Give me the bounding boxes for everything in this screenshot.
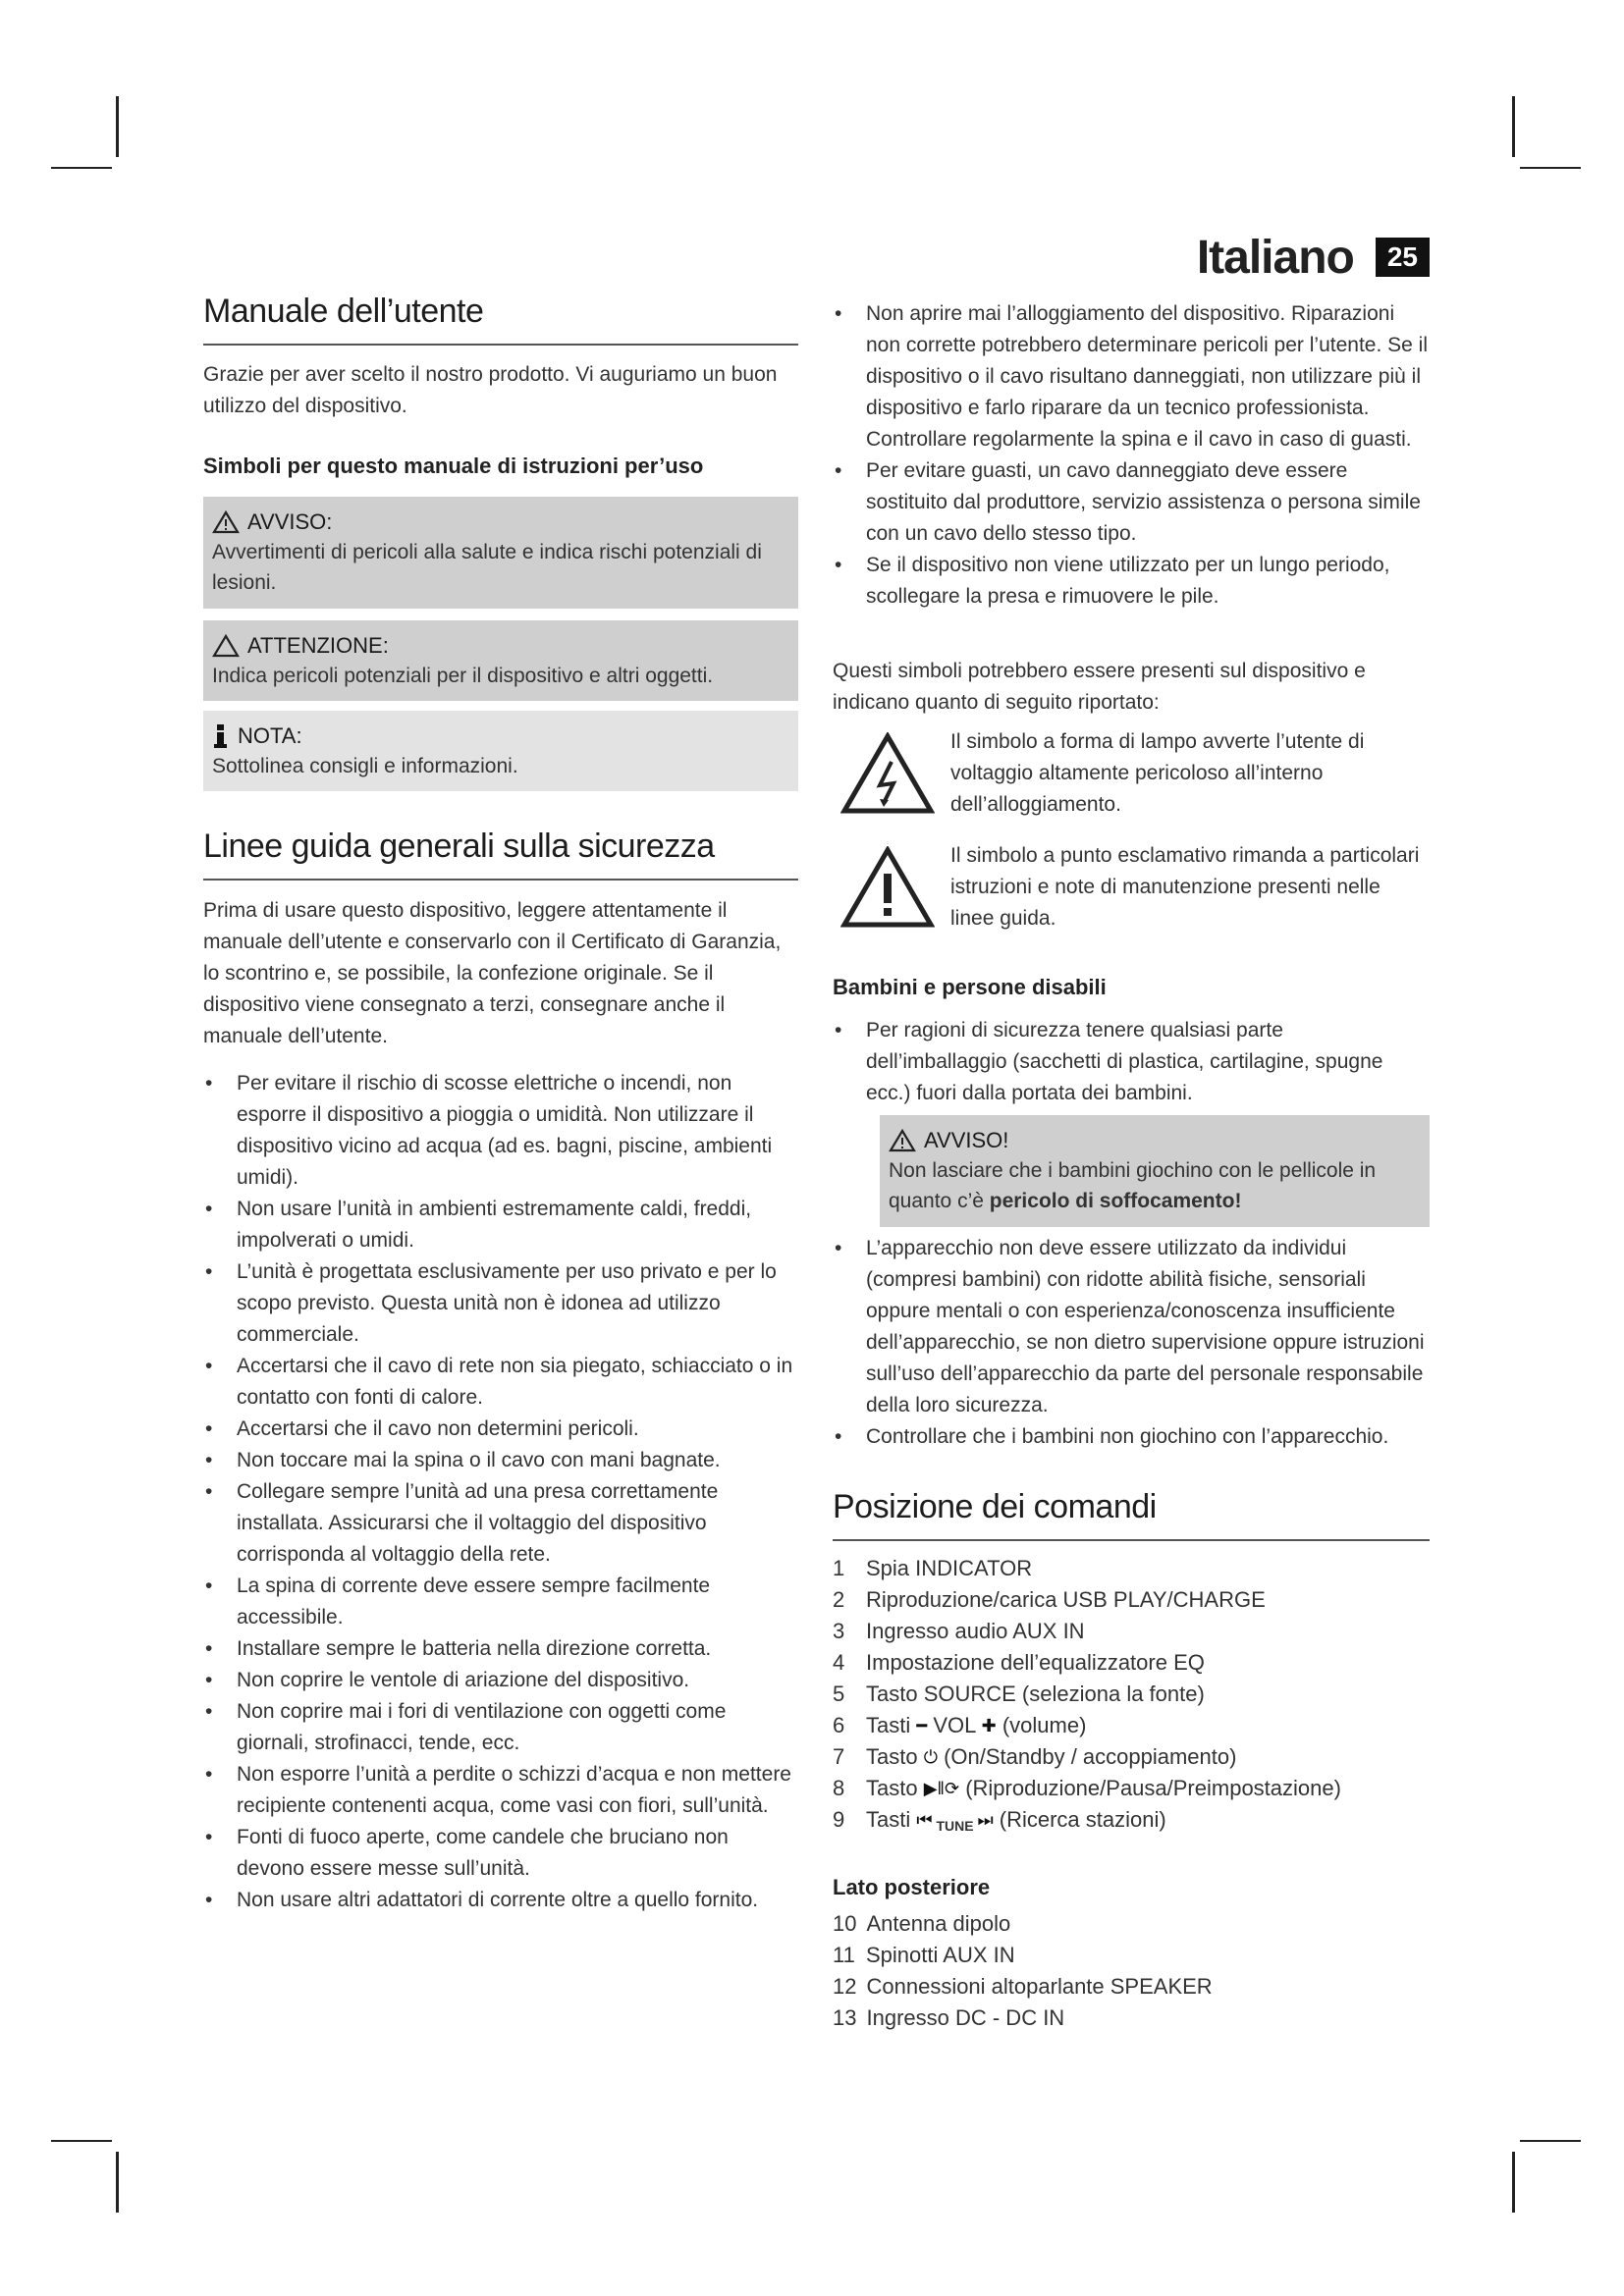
crop-mark [51,2140,112,2142]
controls-rule [833,1539,1430,1541]
caution-title: ATTENZIONE: [247,633,389,658]
list-item: • Non coprire le ventole di ariazione del dispositivo. [203,1665,798,1696]
crop-mark [116,96,119,157]
list-item: • L’unità è progettata esclusivamente per uso privato e per lo scopo previsto. Questa unità non è idonea ad utilizzo commerciale. [203,1256,798,1351]
caution-box [203,620,798,701]
safety-list [203,1068,798,1916]
list-item: • Non esporre l’unità a perdite o schizzi d’acqua e non mettere recipiente contenenti acqua, come vasi con fiori, sull’unità. [203,1759,798,1822]
list-item: • Se il dispositivo non viene utilizzato per un lungo periodo, scollegare la presa e rimuovere le pile. [833,550,1430,613]
list-item: 9 Tasti ⏮ TUNE ⏭ (Ricerca stazioni) [833,1804,1430,1842]
page-number: 25 [1376,238,1430,277]
list-item: • Accertarsi che il cavo di rete non sia piegato, schiacciato o in contatto con fonti di calore. [203,1351,798,1414]
rear-list [833,1908,1430,2034]
exclamation-symbol-row [833,840,1430,934]
children-warning-box [880,1115,1430,1227]
lightning-text: Il simbolo a forma di lampo avverte l’utente di voltaggio altamente pericoloso all’interno dell’alloggiamento. [950,730,1365,816]
plus-icon: ✚ [981,1716,997,1735]
list-item: 10 Antenna dipolo [833,1911,1011,1936]
language-label: Italiano [1196,231,1354,284]
list-item: • Non usare l’unità in ambienti estremamente caldi, freddi, impolverati o umidi. [203,1194,798,1256]
warning-triangle-icon [212,510,240,534]
children-warning-title: AVVISO! [924,1128,1009,1152]
list-item: • Non toccare mai la spina o il cavo con mani bagnate. [203,1445,798,1476]
crop-mark [116,2152,119,2213]
children-heading: Bambini e persone disabili [833,975,1107,999]
play-pause-icon: ▶ǁ [923,1779,945,1798]
crop-mark [51,167,112,169]
list-item: • Accertarsi che il cavo non determini pericoli. [203,1414,798,1445]
warning-triangle-icon [889,1129,916,1152]
list-item: • Installare sempre le batteria nella direzione corretta. [203,1633,798,1665]
manual-title: Manuale dell’utente [203,293,484,330]
warning-text: Avvertimenti di pericoli alla salute e indica rischi potenziali di lesioni. [212,541,762,594]
list-item: 12 Connessioni altoparlante SPEAKER [833,1974,1213,1999]
list-item: 2 Riproduzione/carica USB PLAY/CHARGE [833,1587,1266,1612]
list-item: • Per ragioni di sicurezza tenere qualsiasi parte dell’imballaggio (sacchetti di plastica, cartilagine, spugne ecc.) fuori dalla portata dei bambini. [833,1015,1430,1109]
preset-icon: ⟳ [944,1779,960,1798]
controls-title: Posizione dei comandi [833,1488,1157,1525]
warning-title: AVVISO: [247,509,333,534]
list-item: 13 Ingresso DC - DC IN [833,2005,1065,2030]
list-item: • L’apparecchio non deve essere utilizzato da individui (compresi bambini) con ridotte abilità fisiche, sensoriali oppure mentali o con esperienza/conoscenza insufficiente dell’apparecchio, se non dietro supervisione oppure istruzioni sull’uso dell’apparecchio da parte del personale responsabile della loro sicurezza. [833,1233,1430,1421]
list-item: 3 Ingresso audio AUX IN [833,1619,1085,1643]
list-item: • Controllare che i bambini non giochino con l’apparecchio. [833,1421,1430,1453]
list-item: 5 Tasto SOURCE (seleziona la fonte) [833,1682,1205,1706]
list-item: 11 Spinotti AUX IN [833,1943,1015,1967]
minus-icon: ━ [916,1716,928,1735]
list-item: 6 Tasti ━ VOL ✚ (volume) [833,1710,1430,1741]
list-item: 1 Spia INDICATOR [833,1556,1033,1580]
children-list [833,1015,1430,1109]
list-item: 4 Impostazione dell’equalizzatore EQ [833,1650,1205,1675]
safety-intro: Prima di usare questo dispositivo, leggere attentamente il manuale dell’utente e conservarlo con il Certificato di Garanzia, lo scontrino e, se possibile, la confezione originale. Se il dispositivo viene consegnato a terzi, consegnare anche il manuale dell’utente. [203,899,782,1047]
title-rule [203,344,798,346]
caution-text: Indica pericoli potenziali per il dispositivo e altri oggetti. [212,665,714,687]
caution-triangle-icon [212,634,240,658]
safety-list-continued [833,298,1430,613]
list-item: 7 Tasto ⏻ (On/Standby / accoppiamento) [833,1741,1430,1773]
power-icon: ⏻ [923,1747,938,1767]
list-item: 8 Tasto ▶ǁ ⟳ (Riproduzione/Pausa/Preimpostazione) [833,1773,1430,1804]
crop-mark [1520,167,1581,169]
crop-mark [1520,2140,1581,2142]
note-text: Sottolinea consigli e informazioni. [212,755,518,777]
warning-box [203,497,798,609]
lightning-symbol-row [833,726,1430,821]
controls-list [833,1553,1430,1842]
lightning-warning-icon [840,732,935,815]
symbols-heading: Simboli per questo manuale di istruzioni per’uso [203,454,704,478]
list-item: • Non usare altri adattatori di corrente oltre a quello fornito. [203,1885,798,1916]
safety-title: Linee guida generali sulla sicurezza [203,828,715,865]
list-item: • Per evitare il rischio di scosse elettriche o incendi, non esporre il dispositivo a pioggia o umidità. Non utilizzare il dispositivo vicino ad acqua (ad es. bagni, piscine, ambienti umidi). [203,1068,798,1194]
rear-heading: Lato posteriore [833,1875,991,1899]
list-item: • Per evitare guasti, un cavo danneggiato deve essere sostituito dal produttore, servizio assistenza o persona simile con un cavo dello stesso tipo. [833,455,1430,550]
previous-icon: ⏮ [916,1810,933,1830]
next-icon: ⏭ [977,1810,994,1830]
exclamation-text: Il simbolo a punto esclamativo rimanda a particolari istruzioni e note di manutenzione presenti nelle linee guida. [950,844,1420,930]
crop-mark [1512,96,1515,157]
info-icon [212,723,230,749]
page-header [1197,228,1430,287]
note-title: NOTA: [238,723,302,748]
list-item: • Non coprire mai i fori di ventilazione con oggetti come giornali, strofinacci, tende, ecc. [203,1696,798,1759]
exclamation-warning-icon [840,846,935,929]
intro-text: Grazie per aver scelto il nostro prodotto. Vi auguriamo un buon utilizzo del dispositivo. [203,363,778,417]
children-list-continued [833,1233,1430,1453]
list-item: • Fonti di fuoco aperte, come candele che bruciano non devono essere messe sull’unità. [203,1822,798,1885]
list-item: • Collegare sempre l’unità ad una presa correttamente installata. Assicurarsi che il voltaggio del dispositivo corrisponda al voltaggio della rete. [203,1476,798,1571]
symbols-intro: Questi simboli potrebbero essere presenti sul dispositivo e indicano quanto di seguito riportato: [833,660,1366,714]
children-warning-text: Non lasciare che i bambini giochino con le pellicole in quanto c’è pericolo di soffocamento! [889,1159,1377,1212]
note-box [203,711,798,791]
list-item: • La spina di corrente deve essere sempre facilmente accessibile. [203,1571,798,1633]
safety-rule [203,879,798,881]
crop-mark [1512,2152,1515,2213]
list-item: • Non aprire mai l’alloggiamento del dispositivo. Riparazioni non corrette potrebbero determinare pericoli per l’utente. Se il dispositivo o il cavo risultano danneggiati, non utilizzare più il dispositivo e farlo riparare da un tecnico professionista. Controllare regolarmente la spina e il cavo in caso di guasti. [833,298,1430,455]
